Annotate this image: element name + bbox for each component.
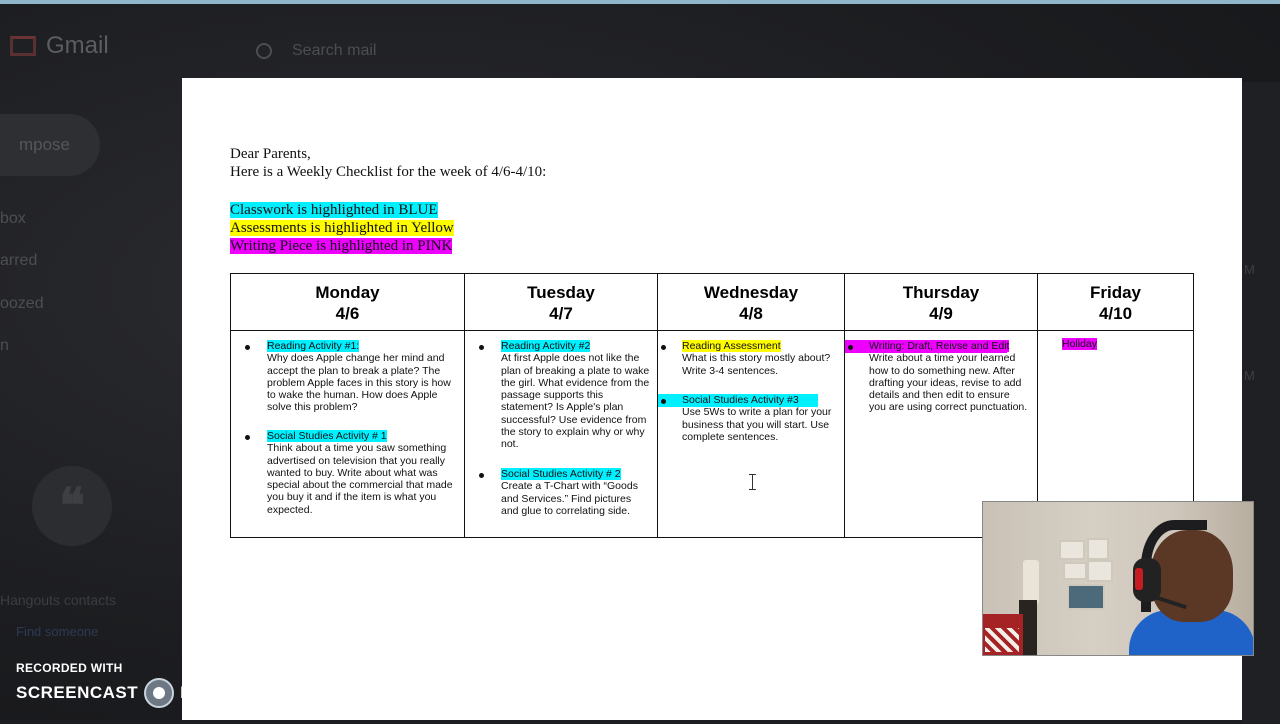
nav-label: oozed xyxy=(0,295,44,312)
gmail-envelope-icon xyxy=(10,36,36,56)
greeting-salutation: Dear Parents, xyxy=(230,146,311,162)
nav-label: n xyxy=(0,337,9,354)
hangouts-text: Hangouts contacts xyxy=(0,592,116,608)
day-header-thursday: Thursday 4/9 xyxy=(845,274,1038,331)
tuesday-activity-1 xyxy=(501,340,651,451)
screencast-o-matic-logo xyxy=(16,678,235,708)
brand-left: SCREENCAST xyxy=(16,683,139,702)
monday-activity-2 xyxy=(267,430,459,516)
hangouts-quote-icon[interactable]: ❝ xyxy=(32,466,112,546)
nav-item-sent[interactable] xyxy=(0,337,180,355)
color-legend xyxy=(230,201,454,255)
tuesday-activity-2 xyxy=(501,468,651,517)
bullet xyxy=(479,345,484,350)
compose-label: mpose xyxy=(18,135,70,154)
day-header-friday: Friday 4/10 xyxy=(1038,274,1194,331)
table-header-row xyxy=(231,274,1194,331)
hangouts-link[interactable]: Find someone xyxy=(16,624,99,639)
brand-right: MATIC xyxy=(180,683,236,702)
activity-body: Write about a time your learned how to do something new. After drafting your ideas, revise to add details and then edit to ensure you are using correct punctuation. xyxy=(869,352,1028,414)
bullet xyxy=(245,435,250,440)
gmail-logo[interactable] xyxy=(10,32,109,60)
bullet xyxy=(245,345,250,350)
thursday-activity-1 xyxy=(869,340,1029,414)
email-time: M xyxy=(1244,368,1255,383)
bullet xyxy=(661,399,666,404)
activity-title: Writing: Draft, Reivse and Edit xyxy=(869,340,1010,352)
compose-button[interactable] xyxy=(0,114,100,176)
activity-title: Social Studies Activity #3 xyxy=(682,394,799,406)
friday-holiday xyxy=(1062,338,1182,350)
day-header-tuesday: Tuesday 4/7 xyxy=(465,274,658,331)
activity-body: Why does Apple change her mind and accept the plan to break a plate? The problem Apple faces in this story is how to wake the human. How does Apple solve this problem? xyxy=(267,352,451,414)
bullet xyxy=(848,345,853,350)
activity-body: Think about a time you saw something advertised on television that you really wanted to buy. Write about what was special about the commercial that made you buy it and if the item is what you expected. xyxy=(267,442,453,516)
nav-item-starred[interactable] xyxy=(0,252,180,270)
activity-title: Reading Activity #1: xyxy=(267,340,360,352)
tuesday-cell xyxy=(465,331,658,538)
bullet xyxy=(661,345,666,350)
gmail-logo-text: Gmail xyxy=(46,32,109,59)
activity-title: Reading Assessment xyxy=(682,340,781,352)
nav-item-snoozed[interactable] xyxy=(0,295,180,313)
activity-body: Create a T-Chart with “Goods and Services.” Find pictures and glue to correlating side. xyxy=(501,480,638,517)
nav-item-inbox[interactable] xyxy=(0,210,180,228)
monday-activity-1 xyxy=(267,340,459,414)
activity-title: Social Studies Activity # 1 xyxy=(267,430,387,442)
webcam-overlay xyxy=(982,501,1254,656)
monday-cell xyxy=(231,331,465,538)
day-header-monday: Monday 4/6 xyxy=(231,274,465,331)
greeting-intro: Here is a Weekly Checklist for the week of 4/6-4/10: xyxy=(230,164,547,180)
wednesday-activity-1 xyxy=(682,340,840,377)
search-icon xyxy=(256,43,272,59)
recorded-with-label: RECORDED WITH xyxy=(16,661,123,675)
activity-title: Social Studies Activity # 2 xyxy=(501,468,621,480)
wednesday-cell xyxy=(658,331,845,538)
legend-classwork: Classwork is highlighted in BLUE xyxy=(230,202,438,218)
activity-body: At first Apple does not like the plan of breaking a plate to wake the girl. What evidence from the passage supports this statement? Is Apple's plan successful? Use evidence from the story to explain why or why not. xyxy=(501,352,650,451)
activity-title: Holiday xyxy=(1062,338,1098,350)
greeting xyxy=(230,145,546,181)
wednesday-activity-2 xyxy=(682,394,840,443)
day-header-wednesday: Wednesday 4/8 xyxy=(658,274,845,331)
activity-title: Reading Activity #2 xyxy=(501,340,591,352)
nav-label: arred xyxy=(0,252,38,269)
legend-writing: Writing Piece is highlighted in PINK xyxy=(230,238,453,254)
gmail-search[interactable] xyxy=(256,34,856,68)
bullet xyxy=(479,473,484,478)
nav-label: box xyxy=(0,210,26,227)
activity-body: Use 5Ws to write a plan for your business that you will start. Use complete sentences. xyxy=(682,406,832,443)
weekly-checklist-table xyxy=(230,273,1194,538)
email-time: M xyxy=(1244,262,1255,277)
record-circle-icon xyxy=(144,678,174,708)
text-cursor-icon xyxy=(752,474,754,490)
legend-assessment: Assessments is highlighted in Yellow xyxy=(230,220,454,236)
search-input[interactable]: Search mail xyxy=(292,42,377,59)
activity-body: What is this story mostly about? Write 3-4 sentences. xyxy=(682,352,831,377)
